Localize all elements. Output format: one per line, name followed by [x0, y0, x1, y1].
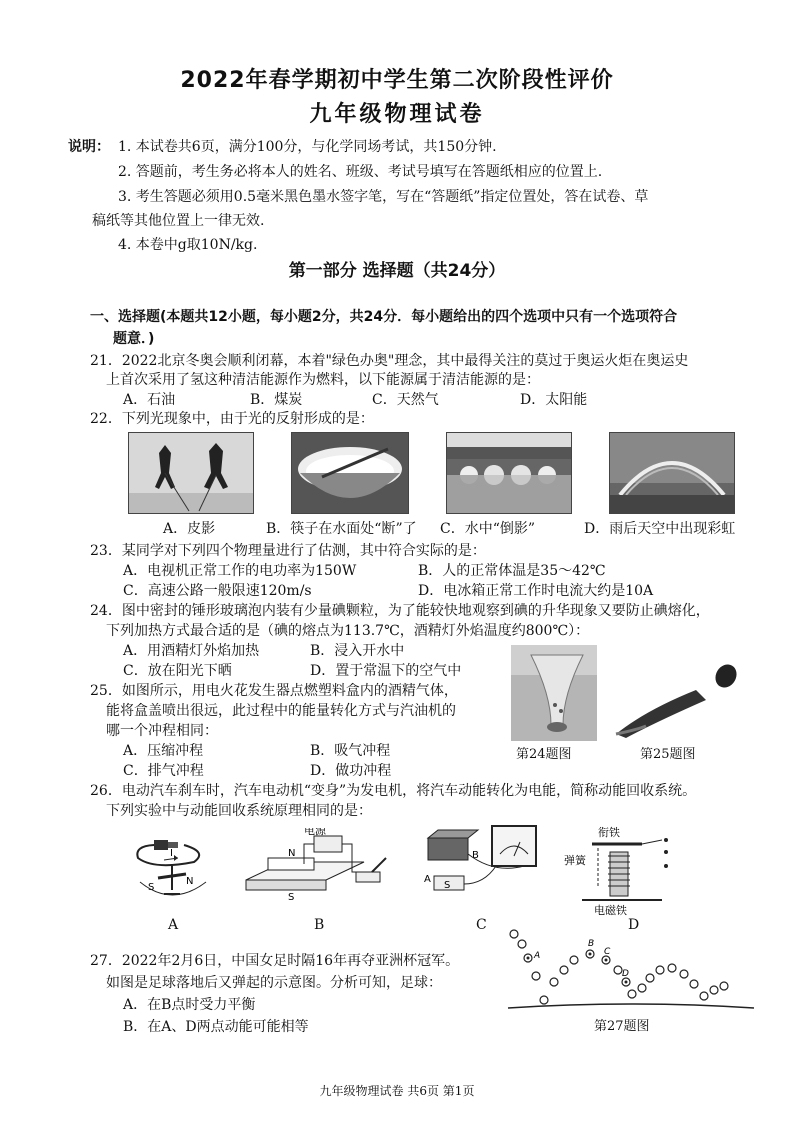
- notes-label: 说明：: [68, 139, 110, 155]
- q27-stem: 27．2022年2月6日，中国女足时隔16年再夺亚洲杯冠军。: [90, 953, 460, 969]
- armature-label: 衔铁: [598, 826, 620, 839]
- q22-option-c: C．水中“倒影”: [440, 521, 536, 537]
- q25-stem: 能将盒盖喷出很远，此过程中的能量转化方式与汽油机的: [106, 703, 456, 719]
- figure-c-induction: [424, 824, 544, 914]
- q25-option-a: A．压缩冲程: [123, 743, 204, 759]
- q27-option-a: A．在B点时受力平衡: [123, 997, 256, 1013]
- north-label-b: N: [288, 848, 296, 859]
- q25-stem: 25．如图所示，用电火花发生器点燃塑料盒内的酒精气体，: [90, 683, 458, 699]
- power-label: 电源: [304, 828, 326, 837]
- figure-label-b: B: [314, 917, 325, 933]
- fig24-caption: 第24题图: [516, 747, 572, 762]
- q24-stem: 下列加热方式最合适的是（碘的熔点为113.7℃，酒精灯外焰温度约800℃）：: [106, 623, 590, 639]
- rainbow-photo: [609, 432, 735, 514]
- south-label-b: S: [288, 892, 295, 903]
- q26-stem: 26．电动汽车刹车时，汽车电动机“变身”为发电机，将汽车动能转化为电能，简称动能回收系统。: [90, 783, 697, 799]
- figure-b-motor: [244, 828, 394, 908]
- bridge-reflection-photo: [446, 432, 572, 514]
- q22-stem: 22．下列光现象中，由于光的反射形成的是：: [90, 411, 374, 427]
- figure-label-a: A: [168, 917, 179, 933]
- note-item: 稿纸等其他位置上一律无效.: [92, 213, 265, 229]
- page-footer: 九年级物理试卷 共6页 第1页: [319, 1084, 475, 1098]
- south-label-c: S: [444, 880, 451, 891]
- spring-label: 弹簧: [564, 854, 586, 867]
- q27-option-b: B．在A、D两点动能可能相等: [123, 1019, 309, 1035]
- note-item: 2. 答题前，考生务必将本人的姓名、班级、考试号填写在答题纸相应的位置上.: [118, 164, 603, 180]
- section-intro: 一、选择题(本题共12小题，每小题2分，共24分．每小题给出的四个选项中只有一个选项符合: [90, 309, 678, 325]
- figure-label-c: C: [476, 917, 487, 933]
- q21-option-c: C．天然气: [372, 392, 439, 408]
- note-item: 3. 考生答题必须用0.5毫米黑色墨水签字笔，写在“答题纸”指定位置处，答在试卷、草: [118, 189, 649, 205]
- point-b-label-27: B: [588, 939, 595, 949]
- chopsticks-bowl-photo: [291, 432, 409, 514]
- note-item: 1. 本试卷共6页，满分100分，与化学同场考试，共150分钟.: [118, 139, 497, 155]
- note-item: 4. 本卷中g取10N/kg.: [118, 237, 258, 253]
- exam-title: 2022年春学期初中学生第二次阶段性评价: [180, 68, 614, 93]
- q23-option-b: B．人的正常体温是35～42℃: [418, 563, 606, 579]
- shadow-puppet-photo: [128, 432, 254, 514]
- q25-stem: 哪一个冲程相同：: [106, 723, 218, 739]
- south-label: S: [148, 882, 155, 893]
- q25-option-d: D．做功冲程: [310, 763, 392, 779]
- figure-label-d: D: [628, 917, 640, 933]
- spark-box-photo: [606, 660, 746, 740]
- q23-stem: 23．某同学对下列四个物理量进行了估测，其中符合实际的是：: [90, 543, 486, 559]
- exam-subtitle: 九年级物理试卷: [309, 102, 485, 127]
- fig27-caption: 第27题图: [594, 1019, 650, 1034]
- iodine-bulb-photo: [511, 645, 597, 741]
- section-title: 第一部分 选择题（共24分）: [288, 261, 506, 281]
- fig25-caption: 第25题图: [640, 747, 696, 762]
- q25-option-b: B．吸气冲程: [310, 743, 391, 759]
- q21-stem: 21．2022北京冬奥会顺利闭幕，本着"绿色办奥"理念，其中最得关注的莫过于奥运火炬在奥运史: [90, 353, 689, 369]
- q24-option-b: B．浸入开水中: [310, 643, 405, 659]
- q22-option-d: D．雨后天空中出现彩虹: [584, 521, 736, 537]
- figure-d-relay: [562, 826, 682, 916]
- north-label: N: [186, 876, 194, 887]
- q21-option-b: B．煤炭: [250, 392, 303, 408]
- q24-stem: 24．图中密封的锤形玻璃泡内装有少量碘颗粒，为了能较快地观察到碘的升华现象又要防止碘熔化，: [90, 603, 710, 619]
- q23-option-d: D．电冰箱正常工作时电流大约是10A: [418, 583, 654, 599]
- q22-option-b: B．筷子在水面处“断”了: [266, 521, 417, 537]
- q26-stem: 下列实验中与动能回收系统原理相同的是：: [106, 803, 372, 819]
- q24-option-c: C．放在阳光下晒: [123, 663, 232, 679]
- section-intro: 题意．): [113, 331, 155, 347]
- point-b-label: B: [472, 850, 479, 861]
- q21-stem: 上首次采用了氢这种清洁能源作为燃料，以下能源属于清洁能源的是：: [106, 372, 540, 388]
- electromagnet-label: 电磁铁: [594, 904, 627, 916]
- current-label: I: [170, 848, 173, 859]
- q24-option-d: D．置于常温下的空气中: [310, 663, 462, 679]
- q23-option-a: A．电视机正常工作的电功率为150W: [123, 563, 357, 579]
- q25-option-c: C．排气冲程: [123, 763, 204, 779]
- point-c-label-27: C: [604, 947, 611, 957]
- point-d-label-27: D: [622, 969, 629, 979]
- figure-a-oersted: [134, 832, 214, 916]
- q24-option-a: A．用酒精灯外焰加热: [123, 643, 260, 659]
- q21-option-d: D．太阳能: [520, 392, 588, 408]
- q27-stem: 如图是足球落地后又弹起的示意图。分析可知，足球：: [106, 975, 442, 991]
- point-a-label: A: [424, 874, 431, 885]
- q22-option-a: A．皮影: [163, 521, 216, 537]
- bouncing-ball-figure: [506, 926, 756, 1018]
- q23-option-c: C．高速公路一般限速120m/s: [123, 583, 312, 599]
- point-a-label-27: A: [534, 951, 541, 961]
- q21-option-a: A．石油: [123, 392, 176, 408]
